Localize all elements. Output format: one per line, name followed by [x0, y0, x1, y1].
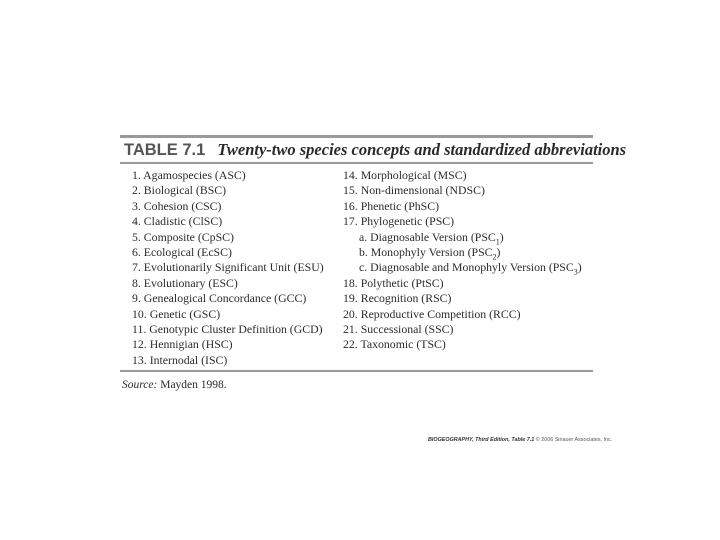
list-item: 22. Taxonomic (TSC) — [343, 337, 446, 352]
right-column — [343, 168, 582, 353]
credit-book: BIOGEOGRAPHY, Third Edition, Table 7.1 — [428, 437, 535, 443]
sub-item-close: ) — [499, 229, 504, 244]
table-title — [124, 140, 626, 160]
table-header-rule — [120, 162, 593, 164]
sub-item-subscript: 2 — [492, 252, 497, 262]
sub-item-close: ) — [496, 245, 501, 260]
list-item: 17. Phylogenetic (PSC) — [343, 214, 455, 229]
list-item: 11. Genotypic Cluster Definition (GCD) — [132, 322, 323, 337]
list-item: 9. Genealogical Concordance (GCC) — [132, 291, 307, 306]
copyright-credit — [428, 437, 612, 443]
list-item: 12. Hennigian (HSC) — [132, 337, 233, 352]
table-bottom-rule — [120, 370, 593, 372]
list-item: 7. Evolutionarily Significant Unit (ESU) — [132, 260, 324, 275]
list-item: 2. Biological (BSC) — [132, 183, 227, 198]
table-number: TABLE 7.1 — [124, 141, 206, 159]
list-item: 6. Ecological (EcSC) — [132, 245, 232, 260]
source-text: Mayden 1998. — [160, 379, 227, 391]
table-caption: Twenty-two species concepts and standardized abbreviations — [217, 140, 627, 159]
sub-item-close: ) — [577, 260, 582, 275]
table-top-rule — [120, 135, 593, 138]
list-item: 10. Genetic (GSC) — [132, 306, 221, 321]
list-item: 19. Recognition (RSC) — [343, 291, 452, 306]
list-item: 18. Polythetic (PtSC) — [343, 275, 444, 290]
list-item: 21. Successional (SSC) — [343, 322, 454, 337]
sub-item-subscript: 1 — [495, 236, 500, 246]
list-item: 15. Non-dimensional (NDSC) — [343, 183, 485, 198]
list-item: 4. Cladistic (ClSC) — [132, 214, 223, 229]
sub-list-item — [343, 230, 582, 245]
list-item: 13. Internodal (ISC) — [132, 352, 228, 367]
sub-item-text: b. Monophyly Version (PSC — [359, 245, 493, 260]
list-item: 8. Evolutionary (ESC) — [132, 275, 238, 290]
list-item: 14. Morphological (MSC) — [343, 168, 467, 182]
list-item: 5. Composite (CpSC) — [132, 229, 234, 244]
list-item: 1. Agamospecies (ASC) — [132, 168, 246, 182]
list-item: 20. Reproductive Competition (RCC) — [343, 306, 521, 321]
sub-list-item — [343, 260, 582, 275]
list-item: 3. Cohesion (CSC) — [132, 198, 222, 213]
source-label: Source: — [122, 379, 158, 391]
sub-item-text: c. Diagnosable and Monophyly Version (PSC — [359, 260, 574, 275]
sub-item-text: a. Diagnosable Version (PSC — [359, 229, 496, 244]
list-item: 16. Phenetic (PhSC) — [343, 198, 440, 213]
left-column — [132, 168, 324, 368]
credit-rest: © 2006 Sinauer Associates, Inc. — [535, 437, 613, 443]
sub-list-item — [343, 245, 582, 260]
source-note — [122, 379, 227, 391]
sub-item-subscript: 3 — [573, 267, 578, 277]
